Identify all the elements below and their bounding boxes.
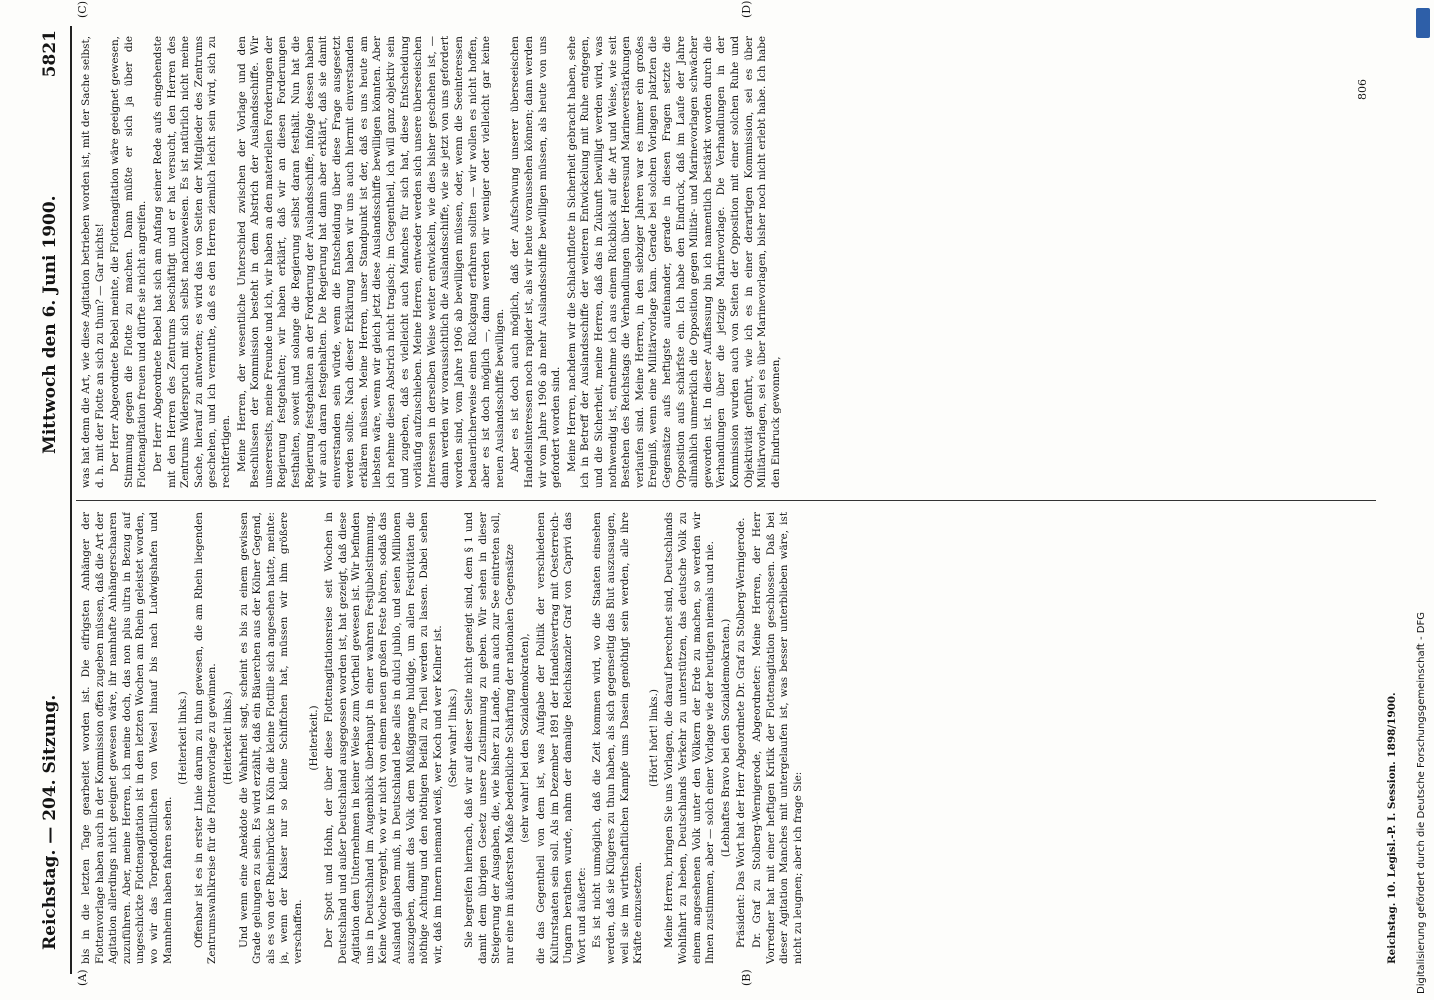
quotation: Es ist nicht unmöglich, daß die Zeit kommen wird, wo die Staaten einsehen werden, daß sie Klügeres zu thun haben, als sich gegenseitig das Blut auszusaugen, weil sie im wirthschaftlichen Kampfe ums Dasein genöthigt sein werden, alle ihre Kräfte einzusetzen. [591, 512, 645, 964]
paragraph: Meine Herren, nachdem wir die Schlachtflotte in Sicherheit gebracht haben, sehe ich in Betreff der Auslandsschiffe der weiteren Entwickelung mit Ruhe entgegen, und die Sicherheit, meine Herren, daß das in Zukunft bewilligt werden wird, was nothwendig ist, entnehme ich aus einem Rückblick auf die Art und Weise, wie seit Bestehen des Reichstags die Verhandlungen über Heeresund Marineverstärkungen verlaufen sind. Meine Herren, in den siebziger Jahren war es immer ein großes Ereigniß, wenn eine Militärvorlage kam. Gerade bei solchen Vorlagen platzten die Gegensätze aufs heftigste aufeinander, gerade in diesen Fragen setzte die Opposition aufs schärfste ein. Ich habe den Eindruck, daß im Laufe der Jahre allmählich unmerklich die Opposition gegen Militär- und Marinevorlagen schwächer geworden ist. In dieser Auffassung bin ich namentlich bestärkt worden durch die Verhandlungen über die jetzige Marinevorlage. Die Verhandlungen in der Kommission wurden auch von Seiten der Opposition mit einer solchen Ruhe und Objektivität geführt, wie ich es in einer derartigen Kommission, sei es über Militärvorlagen, sei es über Marinevorlagen, bisher noch nicht erlebt habe. Ich habe den Eindruck gewonnen, [565, 36, 782, 488]
paragraph: Der Herr Abgeordnete Bebel meinte, die Flottenagitation wäre geeignet gewesen, Stimmung gegen die Flotte zu machen. Dann müßte er sich ja über die Flottenagitation freuen und dürfte sie nicht angreifen. [109, 36, 149, 488]
paragraph: Aber es ist doch auch möglich, daß der Aufschwung unserer überseeischen Handelsinteressen noch rapider ist, als wir heute voraussehen können; dann werden wir vom Jahre 1906 ab mehr Auslandsschiffe bewilligen müssen, als heute von uns gefordert worden sind. [509, 36, 563, 488]
watermark-text: Digitalisierung gefördert durch die Deutsche Forschungsgemeinschaft - DFG [1416, 611, 1427, 994]
interjection: (Lebhaftes Bravo bei den Sozialdemokraten.) [719, 618, 732, 858]
paragraph: Meine Herren, der wesentliche Unterschied zwischen der Vorlage und den Beschlüssen der Kommission besteht in dem Abstrich der Auslandsschiffe. Wir unsererseits, meine Freunde und ich, wir haben an den materiellen Forderungen der Regierung festgehalten; wir haben erklärt, daß wir an diesen Forderungen festhalten, soweit und solange die Regierung selbst daran festhält. Nun hat die Regierung festgehalten an der Forderung der Auslandsschiffe, infolge dessen haben wir auch daran festgehalten. Die Regierung hat dann aber erklärt, daß sie damit einverstanden sein würde, wenn die Entscheidung über diese Frage ausgesetzt werden sollte. Nach dieser Erklärung haben wir uns auch hiermit einverstanden erklären müssen. Meine Herren, unser Standpunkt ist der, daß es uns heute am liebsten wäre, wenn wir gleich jetzt diese Auslandsschiffe bewilligen könnten. Aber ich nehme diesen Abstrich nicht tragisch; im Gegentheil, ich will ganz objektiv sein und zugeben, daß es vielleicht auch Manches für sich hat, diese Entscheidung vorläufig aufzuschieben. Meine Herren, entweder werden sich unsere überseeischen Interessen in derselben Weise weiter entwickeln, wie dies bisher geschehen ist, — dann werden wir voraussichtlich die Auslandsschiffe, wie sie jetzt von uns gefordert worden sind, vom Jahre 1906 ab bewilligen müssen, oder, wenn die Seeinteressen bedauerlicherweise einen Rückgang erfahren sollten — wir wollen es nicht hoffen, aber es ist doch möglich —, dann werden wir weniger oder vielleicht gar keine neuen Auslandsschiffe bewilligen. [235, 36, 506, 488]
paragraph: Der Spott und Hohn, der über diese Flottenagitationsreise seit Wochen in Deutschland und außer Deutschland ausgegossen worden ist, hat gezeigt, daß diese Agitation dem Unternehmen in keiner Weise zum Vortheil gewesen ist. Wir befinden uns in Deutschland im Augenblick überhaupt in einer wahren Festjubelstimmung. Keine Woche vergeht, wo wir nicht von einem neuen großen Feste hören, sodaß das Ausland glauben muß, in Deutschland lebe alles in dulci jubilo, und seien Millionen auszugeben, damit das Volk dem Müßiggange huldige, um allen Festivitäten die nöthige Achtung und den nöthigen Beifall zu Theil werden zu lassen. Dabei sehen wir, daß im Innern niemand weiß, wer Koch und wer Kellner ist. [323, 512, 444, 964]
page-footer: Reichstag. 10. Legisl.-P. I. Session. 1898/1900. [1386, 692, 1398, 964]
dfg-logo-icon [1416, 8, 1430, 38]
paragraph: Offenbar ist es in erster Linie darum zu thun gewesen, die am Rhein liegenden Zentrumswahlkreise für die Flottenvorlage zu gewinnen. [192, 512, 219, 964]
interjection: (Heiterkeit links.) [221, 691, 234, 785]
left-text-column [80, 512, 1380, 964]
interjection: (sehr wahr! bei den Sozialdemokraten), [519, 633, 532, 843]
paragraph: die das Gegentheil von dem ist, was Aufgabe der Politik der verschiedenen Kulturstaaten sein soll. Als im Dezember 1891 der Handelsvertrag mit Oesterreich-Ungarn berathen wurde, nahm der damalige Reichskanzler Graf von Caprivi das Wort und äußerte: [535, 512, 588, 964]
right-text-column [80, 36, 1380, 488]
header-rule [70, 26, 72, 974]
interjection: (Heiterkeit.) [307, 705, 320, 771]
paragraph: Sie begreifen hiernach, daß wir auf dieser Seite nicht geneigt sind, dem § 1 und damit dem übrigen Gesetz unsere Zustimmung zu geben. Wir sehen in dieser Steigerung der Ausgaben, die, wie bisher zu Lande, nun auch zur See eintreten soll, nur eine im äußersten Maße bedenkliche Schärfung der nationalen Gegensätze [463, 512, 516, 964]
interjection: (Sehr wahr! links.) [447, 688, 460, 788]
speaker-paragraph: Dr. Graf zu Stolberg-Wernigerode, Abgeordneter: Meine Herren, der Herr Vorredner hat mit einer heftigen Kritik der Flottenagitation geschlossen. Daß bei dieser Agitation Manches mit untergelaufen ist, was besser unterblieben wäre, ist nicht zu leugnen; aber ich frage Sie: [750, 512, 804, 964]
paragraph: bis in die letzten Tage gearbeitet worden ist. Die eifrigsten Anhänger der Flottenvorlage haben auch in der Kommission offen zugeben müssen, daß die Art der Agitation allerdings nicht geeignet gewesen wäre, ihr namhafte Anhängerschaaren zuzuführen. Aber, meine Herren, ich meine doch, das non plus ultra in Bezug auf ungeschickte Flottenagitation ist in den letzten Wochen am Rhein geleistet worden, wo wir das Torpedoflottillchen von Wesel hinauf bis nach Ludwigshafen und Mannheim haben fahren sehen. [80, 512, 174, 964]
interjection: (Heiterkeit links.) [177, 691, 190, 785]
paragraph: Und wenn eine Anekdote die Wahrheit sagt, scheint es bis zu einem gewissen Grade gelungen zu sein. Es wird erzählt, daß ein Bäuerchen aus der Kölner Gegend, als es von der Rheinbrücke in Köln die kleine Flottille sich angesehen hatte, meinte: ja, wenn der Kaiser nur so kleine Schiffchen hat, müssen wir ihm größere verschaffen. [237, 512, 304, 964]
paragraph: Meine Herren, bringen Sie uns Vorlagen, die darauf berechnet sind, Deutschlands Wohlfahrt zu heben, Deutschlands Verkehr zu unterstützen, das deutsche Volk zu einem angesehenen Volk unter den Völkern der Erde zu machen, so werden wir Ihnen zustimmen, aber — solch einer Vorlage wie der heutigen niemals und nie. [663, 512, 717, 964]
page-number: 5821 [40, 30, 60, 78]
paragraph: was hat denn die Art, wie diese Agitation betrieben worden ist, mit der Sache selbst, d. h. mit der Flotte an sich zu thun? — Gar nichts! [80, 36, 106, 488]
margin-marker-b: (B) [740, 969, 753, 986]
page-header [36, 26, 66, 974]
header-date: Mittwoch den 6. Juni 1900. [40, 195, 60, 454]
interjection: (Hört! hört! links.) [647, 689, 660, 787]
header-session: Reichstag. — 204. Sitzung. [40, 694, 60, 950]
column-divider [76, 500, 1376, 501]
watermark-strip [1414, 6, 1430, 994]
margin-marker-a: (A) [76, 969, 89, 986]
president-remark: Präsident: Das Wort hat der Herr Abgeordnete Dr. Graf zu Stolberg-Wernigerode. [735, 517, 748, 948]
margin-marker-d: (D) [740, 0, 753, 18]
signature-number: 806 [1356, 79, 1369, 100]
margin-marker-c: (C) [76, 1, 89, 18]
paragraph: Der Herr Abgeordnete Bebel hat sich am Anfang seiner Rede aufs eingehendste mit den Herren des Zentrums beschäftigt und er hat versucht, den Herren des Zentrums Widerspruch mit sich selbst nachzuweisen. Es ist natürlich nicht meine Sache, hierauf zu antworten; es wird das von Seiten der Mitglieder des Zentrums geschehen, und ich vermuthe, daß es den Herren ziemlich leicht sein wird, sich zu rechtfertigen. [151, 36, 232, 488]
